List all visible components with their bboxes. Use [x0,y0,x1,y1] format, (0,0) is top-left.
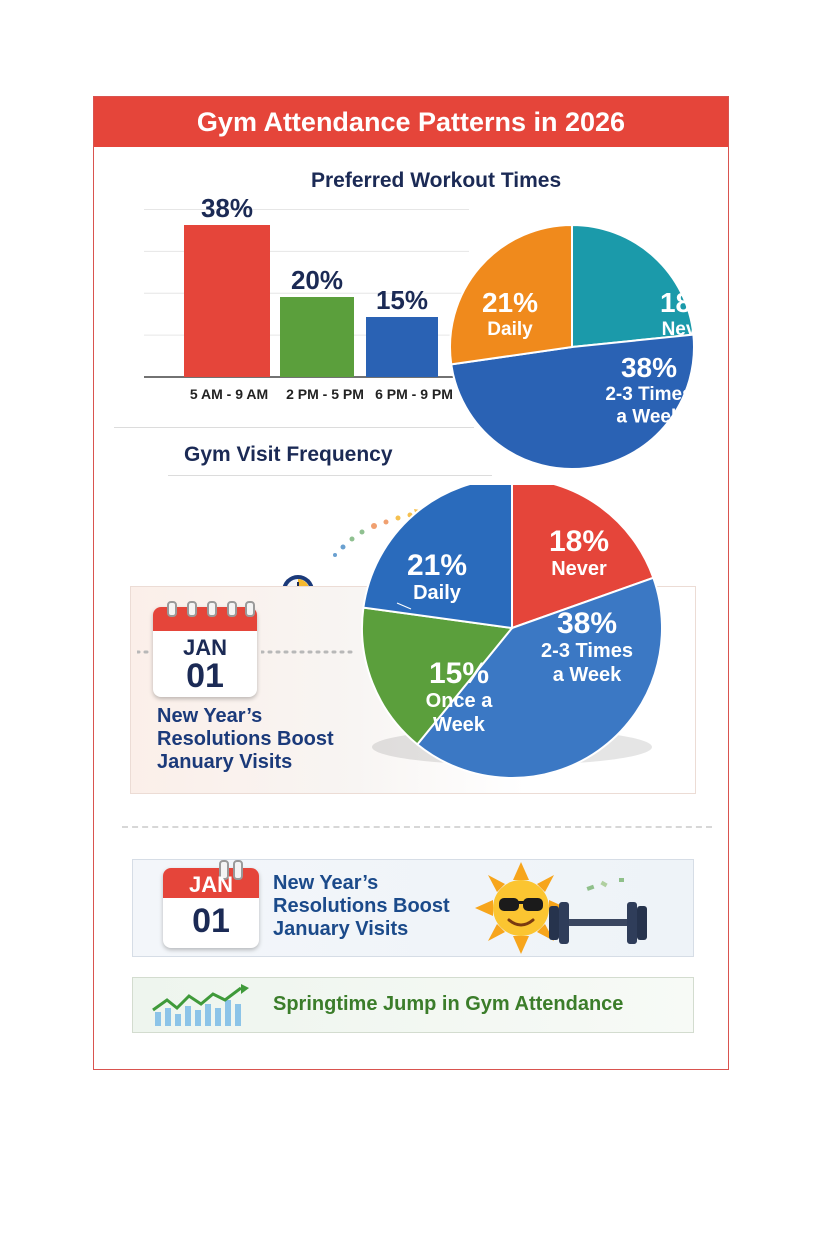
bar-category-label: 5 AM - 9 AM [189,386,269,402]
bar-category-label: 6 PM - 9 PM [375,386,453,402]
infographic-poster [93,96,729,1070]
pie-slice-label: Daily [487,318,533,340]
pie-slice-label: Week [433,714,485,736]
bar [366,317,438,377]
resolution-banner [132,859,694,957]
trend-chart-icon [149,984,259,1028]
bar [184,225,270,377]
pie-pct-label: 15% [428,657,490,690]
visit-frequency-pie [349,485,679,795]
workout-times-title: Preferred Workout Times [311,169,562,192]
dotted-connector [137,647,155,657]
divider-line [114,427,474,428]
calendar-day: 01 [186,657,224,695]
pie-slice-label: 2-3 Times [541,640,633,662]
pie-slice-label: Daily [413,582,461,604]
divider-line [168,475,492,476]
calendar-month: JAN [182,635,227,660]
title-bar [94,97,728,147]
resolution-line: January Visits [273,918,409,940]
resolution-line: Resolutions Boost [273,895,450,917]
pie-slice-label: Never [551,558,607,580]
resolution-line: Resolutions Boost [157,728,334,750]
springtime-text: Springtime Jump in Gym Attendance [273,993,624,1015]
pie-pct-label: 18% [659,287,717,318]
resolution-text [157,705,334,774]
bar-data-label: 20% [290,265,344,295]
confetti-decoration [583,872,643,902]
pie-slice-label: Never [661,318,715,340]
pie-pct-label: 21% [406,549,468,582]
calendar-day: 01 [192,902,230,940]
bar-data-label: 38% [200,193,254,223]
resolution-line: New Year’s [273,872,379,894]
visit-frequency-title: Gym Visit Frequency [184,443,393,466]
pie-pct-label: 38% [556,607,618,640]
pie-pct-label: 38% [620,352,678,383]
dumbbell-icon [543,898,653,948]
pie-pct-label: 21% [481,287,539,318]
pie-slice-label: a Week [616,406,682,428]
pie-slice-label: Once a [425,690,493,712]
pie-slice-label: 2-3 Times [605,383,693,405]
page-title: Gym Attendance Patterns in 2026 [196,106,626,137]
bar-category-label: 2 PM - 5 PM [286,386,364,402]
resolution-line: January Visits [157,751,293,773]
resolution-line: New Year’s [157,705,263,727]
calendar-month: JAN [188,872,233,897]
resolution-text [273,872,450,941]
frequency-pie-small [449,222,719,482]
springtime-banner [132,977,694,1033]
pie-slice-label: a Week [552,664,622,686]
calendar-icon [153,607,257,697]
pie-pct-label: 18% [548,525,610,558]
bar-data-label: 15% [375,285,429,315]
bar [280,297,354,377]
dotted-connector [261,647,361,657]
workout-times-bar-chart [94,187,474,407]
dashed-divider [122,826,712,828]
calendar-icon [163,868,259,948]
